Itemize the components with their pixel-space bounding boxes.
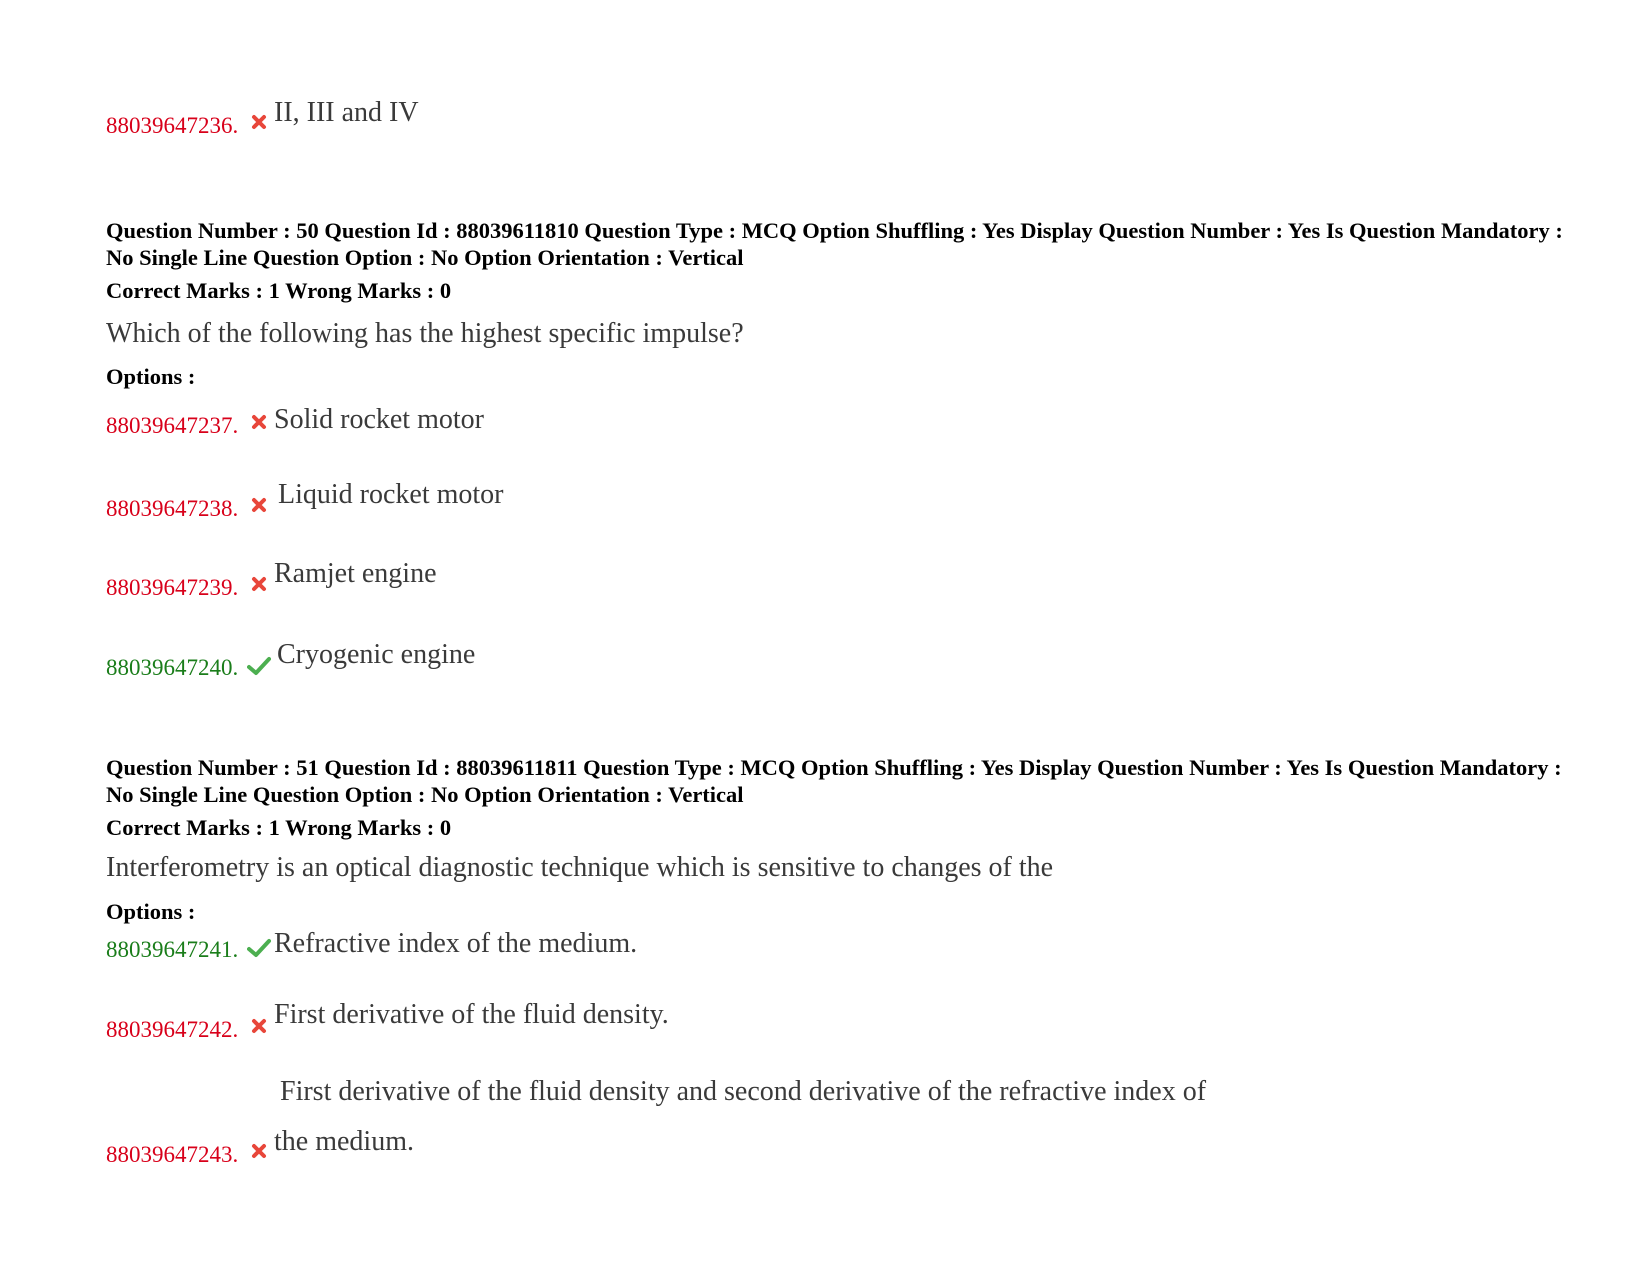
option-row (106, 999, 669, 1049)
cross-icon (244, 576, 274, 592)
option-row (106, 479, 504, 528)
cross-icon (244, 497, 274, 513)
cross-icon (244, 1143, 274, 1159)
option-text: Refractive index of the medium. (274, 928, 638, 959)
options-label: Options : (106, 899, 196, 924)
cross-icon (244, 414, 274, 430)
options-label: Options : (106, 364, 196, 389)
option-text: Cryogenic engine (277, 639, 476, 670)
check-icon (244, 938, 274, 958)
cross-icon (244, 1018, 274, 1034)
option-id: 88039647236. (106, 113, 239, 138)
option-id: 88039647242. (106, 1017, 239, 1042)
question-meta: Question Number : 51 Question Id : 88039611811 Question Type : MCQ Option Shuffling : Yes Display Question Number : Yes Is Question Mandatory : No Single Line Question Option : No Option Orientation : Vertical (106, 755, 1562, 807)
option-text: Ramjet engine (274, 558, 437, 589)
option-row (106, 639, 476, 687)
question-meta: Question Number : 50 Question Id : 88039611810 Question Type : MCQ Option Shuffling : Yes Display Question Number : Yes Is Question Mandatory : No Single Line Question Option : No Option Orientation : Vertical (106, 218, 1563, 270)
option-text-line: First derivative of the fluid density and second derivative of the refractive index of (280, 1076, 1207, 1107)
option-id: 88039647238. (106, 496, 239, 521)
option-text: the medium. (274, 1126, 414, 1157)
option-text: Solid rocket motor (274, 404, 484, 435)
option-row (106, 404, 484, 445)
option-text: First derivative of the fluid density. (274, 999, 669, 1030)
question-text: Interferometry is an optical diagnostic technique which is sensitive to changes of the (106, 852, 1054, 883)
check-icon (244, 656, 274, 676)
option-id: 88039647243. (106, 1142, 239, 1167)
option-row (106, 928, 638, 969)
cross-icon (244, 114, 274, 130)
marks-line: Correct Marks : 1 Wrong Marks : 0 (106, 815, 452, 840)
option-text: II, III and IV (274, 97, 419, 128)
option-id: 88039647241. (106, 937, 239, 962)
option-text: Liquid rocket motor (278, 479, 504, 510)
option-row (106, 97, 419, 145)
option-row (106, 558, 437, 607)
option-id: 88039647240. (106, 655, 239, 680)
question-text: Which of the following has the highest specific impulse? (106, 318, 744, 349)
option-row (106, 1126, 414, 1174)
option-id: 88039647237. (106, 413, 239, 438)
marks-line: Correct Marks : 1 Wrong Marks : 0 (106, 278, 452, 303)
option-id: 88039647239. (106, 575, 239, 600)
